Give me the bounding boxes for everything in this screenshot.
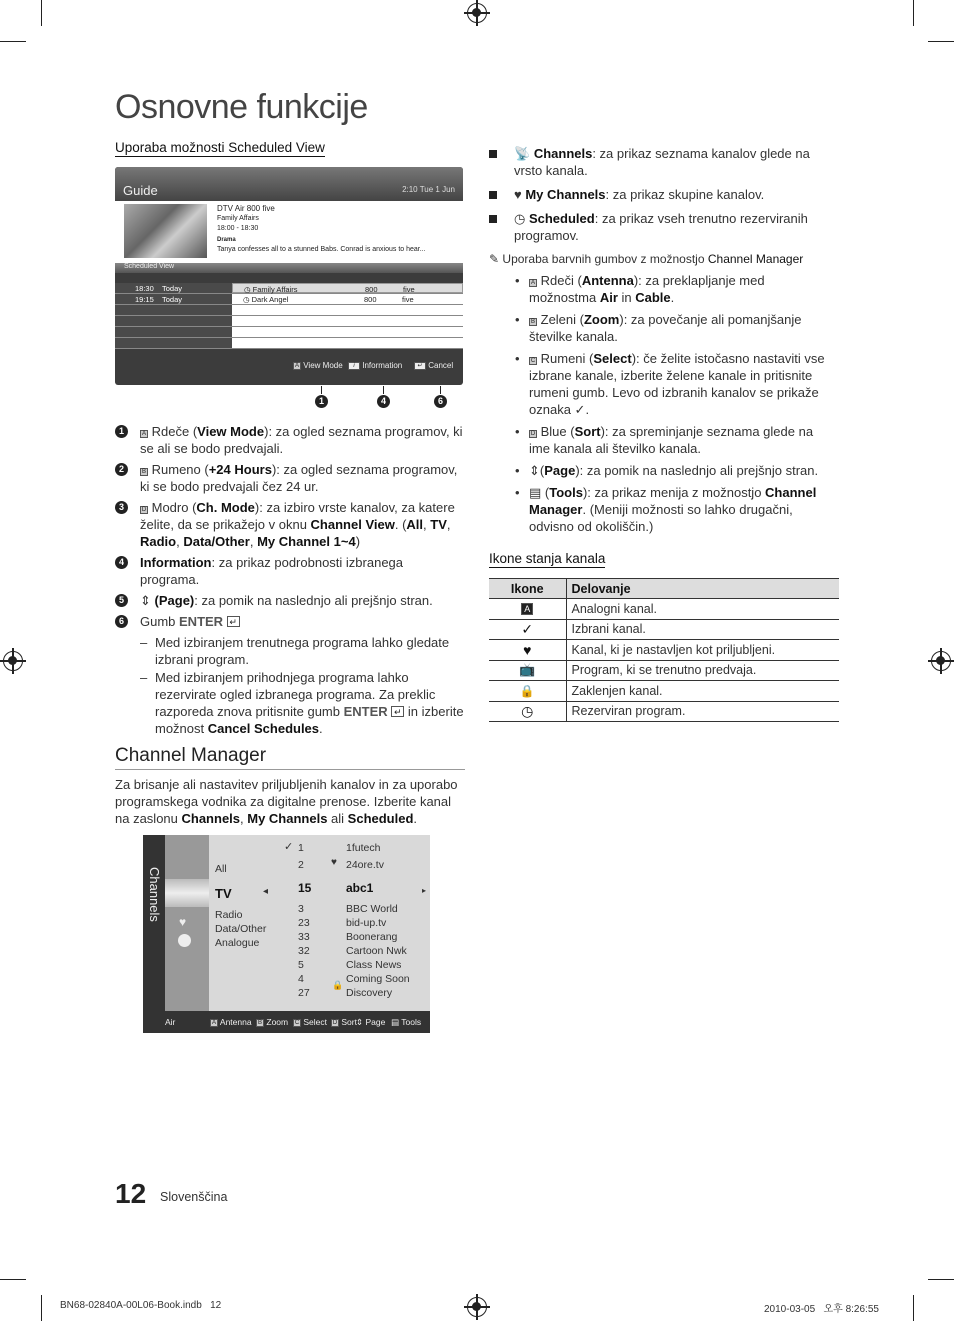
category-tv[interactable]: TV xyxy=(215,886,232,901)
tv-icon: 📺 xyxy=(519,662,536,678)
sub-item: • ⇕(Page): za pomik na naslednjo ali prejšnjo stran. xyxy=(515,463,819,478)
channel-manager-intro: Za brisanje ali nastavitev priljubljenih kanalov in za uporabo programskega vodnika za digitalne prenose. Izberite kanal na zaslonu Channels, My Channels ali Scheduled. xyxy=(115,777,458,826)
schedule-row-empty xyxy=(115,305,463,316)
schedule-row-empty xyxy=(115,316,463,327)
list-item: 2 B Rumeno (+24 Hours): za ogled seznama programov, ki se bodo predvajali čez 24 ur. xyxy=(115,461,465,495)
table-header: Ikone xyxy=(489,579,566,599)
scheduled-view-label: Scheduled View xyxy=(115,263,463,273)
zoom-button[interactable]: B Zoom xyxy=(257,1017,289,1027)
lock-icon: 🔒 xyxy=(519,683,535,698)
category-data-other[interactable]: Data/Other xyxy=(215,923,267,935)
channels-icon: 📡 xyxy=(514,146,531,161)
select-button[interactable]: C Select xyxy=(294,1017,327,1027)
list-item: ♥ My Channels: za prikaz skupine kanalov. xyxy=(489,186,834,203)
program-genre: Drama xyxy=(217,237,236,243)
list-item: 1 A Rdeče (View Mode): za ogled seznama programov, ki se ali se bodo predvajali. xyxy=(115,423,465,457)
table-row: A Analogni kanal. xyxy=(489,599,839,620)
table-row: 🔒 Zaklenjen kanal. xyxy=(489,681,839,702)
cancel-button[interactable]: ↵ Cancel xyxy=(414,361,453,370)
guide-datetime: 2:10 Tue 1 Jun xyxy=(402,185,455,194)
registration-mark-icon xyxy=(3,651,23,671)
guide-screen xyxy=(115,167,463,385)
guide-title: Guide xyxy=(123,183,158,198)
antenna-button[interactable]: A Antenna xyxy=(211,1017,252,1027)
crop-mark xyxy=(928,41,954,42)
callout-6: 6 xyxy=(434,395,447,408)
sort-button[interactable]: D Sort xyxy=(332,1017,357,1027)
check-icon: ✓ xyxy=(574,402,586,417)
program-name: Family Affairs xyxy=(217,215,259,222)
crop-mark xyxy=(928,1279,954,1280)
scheduled-view-heading: Uporaba možnosti Scheduled View xyxy=(115,140,325,155)
list-item: ◷ Scheduled: za prikaz vseh trenutno rezerviranih programov. xyxy=(489,210,834,244)
air-label: Air xyxy=(165,1017,176,1027)
registration-mark-icon xyxy=(467,1297,487,1317)
sub-item: • C Rumeni (Select): če želite istočasno nastaviti vse izbrane kanale, izberite želene kanale in pritisnite rumeni gumb. Levo od izbranih kanalov se prikaže oznaka ✓. xyxy=(515,351,825,417)
list-item: 3 D Modro (Ch. Mode): za izbiro vrste kanalov, za katere želite, da se prikažejo v oknu Channel View. (All, TV, Radio, Data/Other, My Channel 1~4) xyxy=(115,499,465,550)
schedule-row[interactable]: 19:15 Today ◷ Dark Angel 800 five xyxy=(115,294,463,305)
crop-mark xyxy=(41,1295,42,1321)
list-item: 5 ⇕ (Page): za pomik na naslednjo ali prejšnjo stran. xyxy=(115,592,465,609)
program-thumbnail xyxy=(124,204,207,258)
channels-side-label: Channels xyxy=(147,867,162,922)
dash-item: – Med izbiranjem prihodnjega programa lahko rezervirate ogled izbranega programa. Za preklic razporeda znova pritisnite gumb ENTER ↵ in izberite možnost Cancel Schedules. xyxy=(140,670,464,736)
table-row: ♥ Kanal, ki je nastavljen kot priljubljeni. xyxy=(489,640,839,661)
table-row: ◷ Rezerviran program. xyxy=(489,701,839,722)
sub-item: • B Zeleni (Zoom): za povečanje ali pomanjšanje številke kanala. xyxy=(515,312,802,344)
heart-icon: ♥ xyxy=(179,915,187,929)
sub-item: • ▤ (Tools): za prikaz menija z možnostjo Channel Manager. (Meniji možnosti so lahko drugačni, odvisno od okoliščin.) xyxy=(515,485,817,534)
program-channel: DTV Air 800 five xyxy=(217,204,275,213)
page-icon: ⇕ xyxy=(140,593,151,608)
channel-names: 1futech 24ore.tv abc1 BBC World bid-up.tv Boonerang Cartoon Nwk Class News Coming Soon Discovery xyxy=(346,842,410,999)
right-column xyxy=(489,145,834,535)
category-radio[interactable]: Radio xyxy=(215,909,243,921)
scheduled-items xyxy=(115,423,465,737)
page-icon: ⇕ xyxy=(529,463,540,478)
callout-4: 4 xyxy=(377,395,390,408)
table-header: Delovanje xyxy=(566,579,839,599)
lock-icon: 🔒 xyxy=(332,980,344,990)
registration-mark-icon xyxy=(467,3,487,23)
status-icons-table xyxy=(489,578,839,722)
channel-manager-screen xyxy=(143,835,430,1033)
program-description: Tanya confesses all to a stunned Babs. Conrad is anxious to hear... xyxy=(217,246,426,253)
list-item: 6 Gumb ENTER ↵ xyxy=(115,613,465,630)
status-icons-heading: Ikone stanja kanala xyxy=(489,551,606,566)
registration-mark-icon xyxy=(931,651,951,671)
check-icon: ✓ xyxy=(284,841,294,853)
clock-icon: ◷ xyxy=(521,702,534,719)
crop-mark xyxy=(0,41,26,42)
table-row: ✓ Izbrani kanal. xyxy=(489,619,839,640)
schedule-row[interactable]: 18:30 Today ◷ Family Affairs 800 five xyxy=(115,283,463,294)
language-label: Slovenščina xyxy=(160,1190,228,1204)
channel-numbers: 1 2 15 3 23 33 32 5 4 27 xyxy=(298,842,312,999)
left-arrow-icon: ◂ xyxy=(263,886,269,897)
list-item: 📡 Channels: za prikaz seznama kanalov glede na vrsto kanala. xyxy=(489,145,834,179)
table-row: 📺 Program, ki se trenutno predvaja. xyxy=(489,660,839,681)
heart-icon: ♥ xyxy=(331,857,337,868)
sub-item: • D Blue (Sort): za spreminjanje seznama glede na ime kanala ali številko kanala. xyxy=(515,424,814,456)
tools-button[interactable]: ▤ Tools xyxy=(391,1017,422,1027)
clock-icon xyxy=(178,934,191,947)
dash-item: – Med izbiranjem trenutnega programa lahko gledate izbrani program. xyxy=(140,635,450,667)
tools-icon: ▤ xyxy=(529,485,542,500)
crop-mark xyxy=(913,1295,914,1321)
list-item: 4 Information: za prikaz podrobnosti izbranega programa. xyxy=(115,554,465,588)
information-button[interactable]: i Information xyxy=(348,361,402,370)
heart-icon: ♥ xyxy=(523,641,532,658)
callout-1: 1 xyxy=(315,395,328,408)
crop-mark xyxy=(0,1279,26,1280)
page-button[interactable]: ⇕ Page xyxy=(356,1017,386,1027)
right-arrow-icon: ▸ xyxy=(421,886,426,895)
enter-icon: ↵ xyxy=(227,616,240,627)
check-icon: ✓ xyxy=(521,620,534,637)
category-analogue[interactable]: Analogue xyxy=(215,937,260,949)
category-all[interactable]: All xyxy=(215,863,227,875)
schedule-row-empty xyxy=(115,338,463,349)
page-number: 12 xyxy=(115,1178,147,1209)
sub-item: • A Rdeči (Antenna): za preklapljanje med možnostma Air in Cable. xyxy=(515,273,765,305)
analog-icon: A xyxy=(521,603,533,615)
schedule-row-empty xyxy=(115,327,463,338)
channel-manager-heading: Channel Manager xyxy=(115,745,465,770)
heart-icon: ♥ xyxy=(514,187,522,202)
page-title: Osnovne funkcije xyxy=(115,88,368,126)
file-info: BN68-02840A-00L06-Book.indb 12 xyxy=(60,1300,222,1311)
crop-mark xyxy=(913,0,914,26)
enter-icon: ↵ xyxy=(391,706,404,717)
note: ✎ Uporaba barvnih gumbov z možnostjo Channel Manager xyxy=(489,252,804,266)
note-icon: ✎ xyxy=(489,252,500,266)
clock-icon: ◷ xyxy=(514,211,526,226)
crop-mark xyxy=(41,0,42,26)
print-date: 2010-03-05 오후 8:26:55 xyxy=(764,1304,879,1315)
program-time: 18:00 - 18:30 xyxy=(217,225,259,232)
view-mode-button[interactable]: A View Mode xyxy=(294,361,343,370)
